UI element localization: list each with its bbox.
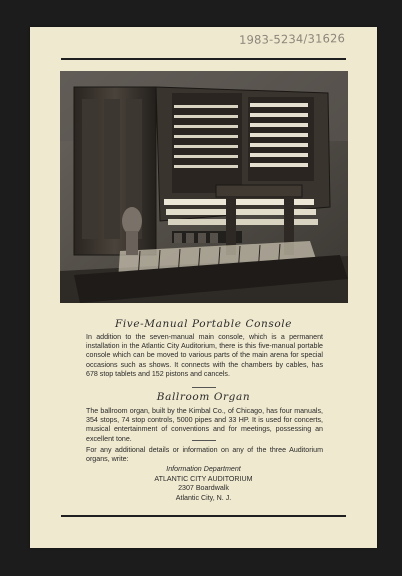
divider <box>192 440 216 441</box>
contact-city: Atlantic City, N. J. <box>175 493 232 502</box>
contact-street: 2307 Boardwalk <box>178 484 229 493</box>
section2-title: Ballroom Organ <box>156 391 251 403</box>
organ-console-photo <box>60 71 348 303</box>
top-rule <box>61 58 346 60</box>
accession-number: 1983-5234/31626 <box>238 31 346 47</box>
contact-name: ATLANTIC CITY AUDITORIUM <box>154 474 253 483</box>
brochure-page <box>30 27 377 548</box>
contact-intro: For any additional details or information on any of the three Auditorium organs, write: <box>86 446 323 464</box>
bottom-rule <box>61 515 346 517</box>
section1-title: Five-Manual Portable Console <box>114 318 293 330</box>
contact-address <box>30 465 377 503</box>
divider <box>192 387 216 388</box>
contact-department: Information Department <box>166 465 241 473</box>
section2-body: The ballroom organ, built by the Kimbal Co., of Chicago, has four manuals, 354 stops, 74 stop controls, 5000 pipes and 33 HP. It is used for concerts, musical entertainment of conventions and for meetings, possessing an excellent tone. <box>86 407 323 443</box>
section1-body: In addition to the seven-manual main console, which is a permanent installation in the Atlantic City Auditorium, there is this five-manual portable console which can be moved to various parts of the main arena for special occasions such as shows. It connects with the chambers by cables, has 678 stop tablets and 152 pistons and cancels. <box>86 333 323 378</box>
